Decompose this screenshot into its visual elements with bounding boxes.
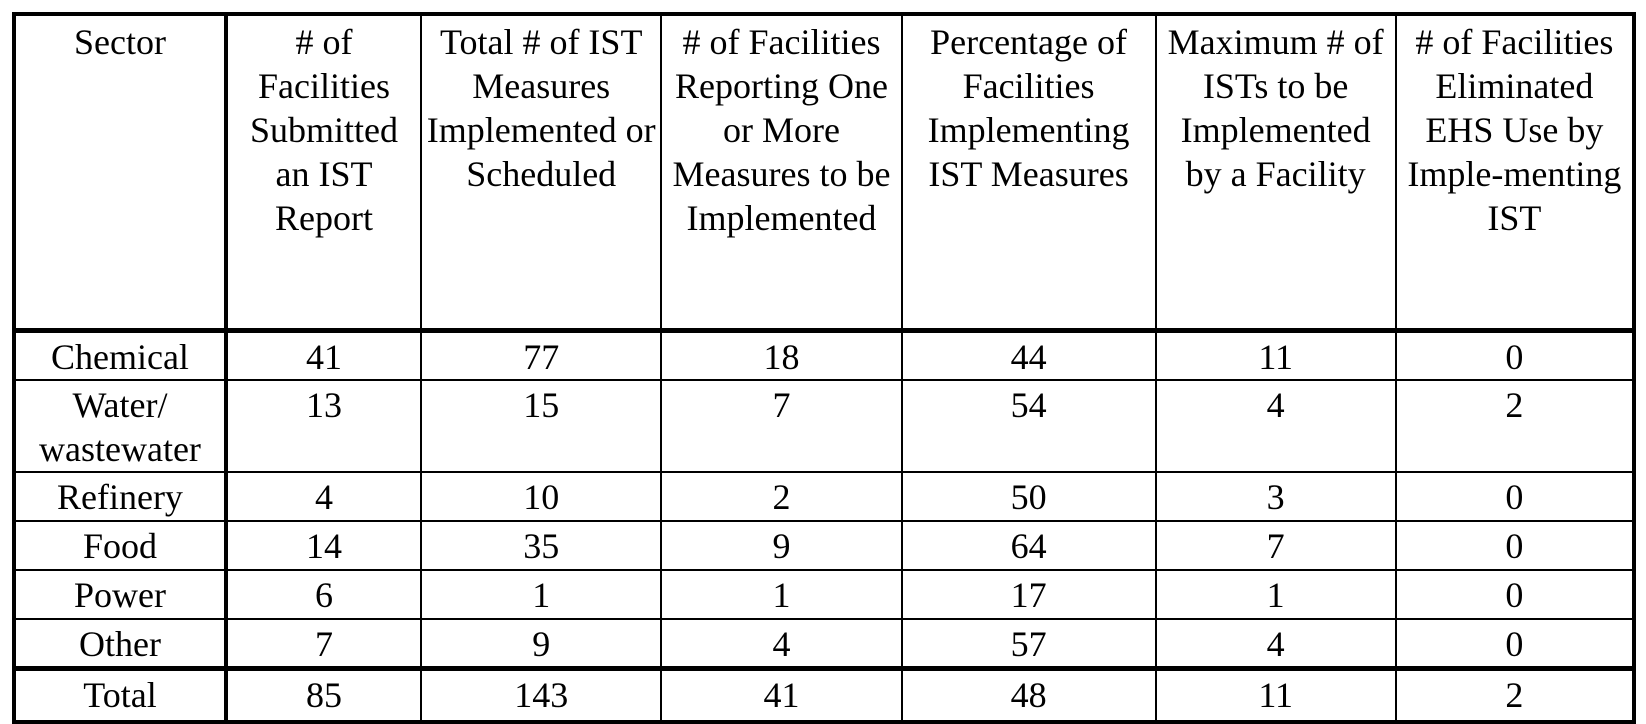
- cell-total-measures: 1: [421, 570, 661, 619]
- cell-sector: Water/ wastewater: [14, 380, 226, 472]
- header-facilities-reporting: # of Facilities Reporting One or More Measures to be Implemented: [661, 14, 901, 330]
- cell-facilities-submitted: 7: [226, 619, 421, 669]
- cell-facilities-submitted: 13: [226, 380, 421, 472]
- cell-facilities-reporting: 9: [661, 521, 901, 570]
- table-row: [14, 380, 1634, 472]
- cell-facilities-submitted: 41: [226, 330, 421, 380]
- header-facilities-submitted: # of Facilities Submitted an IST Report: [226, 14, 421, 330]
- total-maximum-ists: 11: [1156, 668, 1396, 722]
- total-facilities-reporting: 41: [661, 668, 901, 722]
- cell-total-measures: 15: [421, 380, 661, 472]
- cell-facilities-eliminated: 0: [1396, 619, 1634, 669]
- cell-facilities-reporting: 4: [661, 619, 901, 669]
- cell-facilities-submitted: 4: [226, 472, 421, 521]
- cell-facilities-reporting: 7: [661, 380, 901, 472]
- table-row: [14, 472, 1634, 521]
- header-row: [14, 14, 1634, 330]
- cell-total-measures: 35: [421, 521, 661, 570]
- total-facilities-submitted: 85: [226, 668, 421, 722]
- cell-facilities-eliminated: 0: [1396, 521, 1634, 570]
- table-row: [14, 521, 1634, 570]
- cell-total-measures: 10: [421, 472, 661, 521]
- cell-facilities-submitted: 6: [226, 570, 421, 619]
- cell-maximum-ists: 11: [1156, 330, 1396, 380]
- cell-maximum-ists: 4: [1156, 380, 1396, 472]
- cell-facilities-reporting: 2: [661, 472, 901, 521]
- cell-facilities-reporting: 18: [661, 330, 901, 380]
- cell-maximum-ists: 3: [1156, 472, 1396, 521]
- cell-facilities-eliminated: 0: [1396, 330, 1634, 380]
- total-percentage-implementing: 48: [902, 668, 1156, 722]
- cell-sector: Power: [14, 570, 226, 619]
- cell-sector: Food: [14, 521, 226, 570]
- cell-facilities-submitted: 14: [226, 521, 421, 570]
- table-row: [14, 330, 1634, 380]
- cell-percentage-implementing: 44: [902, 330, 1156, 380]
- cell-percentage-implementing: 17: [902, 570, 1156, 619]
- cell-percentage-implementing: 50: [902, 472, 1156, 521]
- cell-maximum-ists: 1: [1156, 570, 1396, 619]
- table-row: [14, 619, 1634, 669]
- cell-total-measures: 77: [421, 330, 661, 380]
- total-measures: 143: [421, 668, 661, 722]
- total-facilities-eliminated: 2: [1396, 668, 1634, 722]
- cell-facilities-reporting: 1: [661, 570, 901, 619]
- cell-sector: Refinery: [14, 472, 226, 521]
- cell-facilities-eliminated: 2: [1396, 380, 1634, 472]
- cell-maximum-ists: 4: [1156, 619, 1396, 669]
- cell-percentage-implementing: 57: [902, 619, 1156, 669]
- cell-percentage-implementing: 54: [902, 380, 1156, 472]
- header-total-measures: Total # of IST Measures Implemented or Scheduled: [421, 14, 661, 330]
- cell-facilities-eliminated: 0: [1396, 472, 1634, 521]
- cell-sector: Chemical: [14, 330, 226, 380]
- ist-summary-table: [12, 12, 1636, 724]
- table-row: [14, 570, 1634, 619]
- cell-facilities-eliminated: 0: [1396, 570, 1634, 619]
- total-row: [14, 668, 1634, 722]
- header-sector: Sector: [14, 14, 226, 330]
- cell-percentage-implementing: 64: [902, 521, 1156, 570]
- header-maximum-ists: Maximum # of ISTs to be Implemented by a Facility: [1156, 14, 1396, 330]
- cell-sector: Other: [14, 619, 226, 669]
- header-percentage-implementing: Percentage of Facilities Implementing IST Measures: [902, 14, 1156, 330]
- total-label: Total: [14, 668, 226, 722]
- cell-total-measures: 9: [421, 619, 661, 669]
- cell-maximum-ists: 7: [1156, 521, 1396, 570]
- header-facilities-eliminated: # of Facilities Eliminated EHS Use by Imple-menting IST: [1396, 14, 1634, 330]
